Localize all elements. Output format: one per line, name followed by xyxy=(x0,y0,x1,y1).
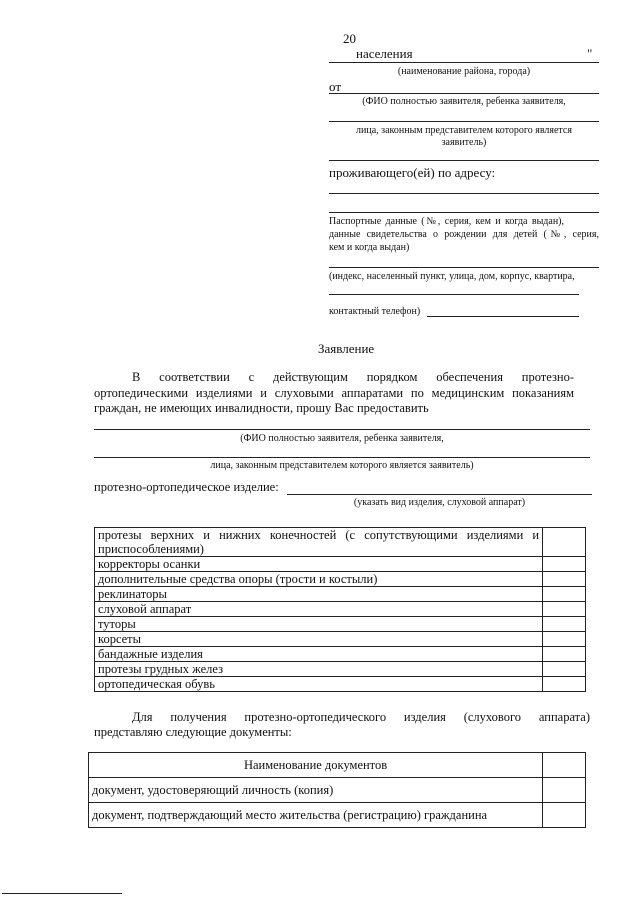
phone-line xyxy=(427,316,579,317)
fio-line xyxy=(329,121,599,122)
fio-caption-2: лица, законным представителем которого является xyxy=(356,125,572,136)
statement-para-2: ортопедическими изделиями и слуховыми аппаратами по медицинским показаниям xyxy=(94,386,574,400)
page-number: 20 xyxy=(343,31,356,46)
table-row xyxy=(95,587,586,602)
statement-para-3: граждан, не имеющих инвалидности, прошу Вас предоставить xyxy=(94,401,429,415)
fio-caption-1: (ФИО полностью заявителя, ребенка заявителя, xyxy=(362,96,566,107)
address-label: проживающего(ей) по адресу: xyxy=(329,165,496,180)
address-line-1 xyxy=(329,193,599,194)
document-label: документ, удостоверяющий личность (копия) xyxy=(89,778,543,803)
table-row xyxy=(95,677,586,692)
table-row xyxy=(95,572,586,587)
footnote-separator xyxy=(2,893,122,894)
items-table xyxy=(94,527,586,692)
fio-line-2 xyxy=(329,160,599,161)
passport-line-1: Паспортные данные (№, серия, кем и когда выдан), xyxy=(329,216,564,227)
index-line xyxy=(329,294,579,295)
statement-title: Заявление xyxy=(318,341,375,356)
item-label: корректоры осанки xyxy=(95,557,543,572)
item-checkbox[interactable] xyxy=(543,557,586,572)
item-checkbox[interactable] xyxy=(543,572,586,587)
quote-mark: " xyxy=(587,46,593,61)
table-row xyxy=(95,557,586,572)
item-label: корсеты xyxy=(95,632,543,647)
item-label: реклинаторы xyxy=(95,587,543,602)
passport-line-2: данные свидетельства о рождении для детей (№, серия, xyxy=(329,229,599,240)
item-label: ортопедическая обувь xyxy=(95,677,543,692)
passport-line-3: кем и когда выдан) xyxy=(329,242,410,253)
doc-checkbox[interactable] xyxy=(543,778,586,803)
from-line xyxy=(329,93,599,94)
item-checkbox[interactable] xyxy=(543,617,586,632)
table-row xyxy=(89,778,586,803)
population-line xyxy=(329,62,599,63)
fio-caption-3: заявитель) xyxy=(441,137,487,148)
passport-line xyxy=(329,267,599,268)
statement-fio-line xyxy=(94,429,590,430)
statement-fio-caption-2: лица, законным представителем которого является заявитель) xyxy=(210,460,474,471)
phone-label: контактный телефон) xyxy=(329,306,421,317)
item-checkbox[interactable] xyxy=(543,602,586,617)
table-row xyxy=(95,632,586,647)
doc-checkbox[interactable] xyxy=(543,803,586,828)
document-label: документ, подтверждающий место жительства (регистрацию) гражданина xyxy=(89,803,543,828)
item-label: слуховой аппарат xyxy=(95,602,543,617)
documents-intro-2: представляю следующие документы: xyxy=(94,725,292,739)
item-checkbox[interactable] xyxy=(543,677,586,692)
table-row xyxy=(89,803,586,828)
item-checkbox[interactable] xyxy=(543,647,586,662)
item-checkbox[interactable] xyxy=(543,528,586,557)
documents-header: Наименование документов xyxy=(89,753,543,778)
index-caption: (индекс, населенный пункт, улица, дом, корпус, квартира, xyxy=(329,271,575,282)
table-row xyxy=(89,753,586,778)
product-caption: (указать вид изделия, слуховой аппарат) xyxy=(353,497,526,508)
doc-checkbox[interactable] xyxy=(543,753,586,778)
table-row xyxy=(95,662,586,677)
from-label: от xyxy=(329,79,342,94)
item-checkbox[interactable] xyxy=(543,587,586,602)
item-label: бандажные изделия xyxy=(95,647,543,662)
address-line-2 xyxy=(329,212,599,213)
population-caption: (наименование района, города) xyxy=(397,66,531,77)
item-checkbox[interactable] xyxy=(543,662,586,677)
statement-fio-caption-1: (ФИО полностью заявителя, ребенка заявителя, xyxy=(240,433,444,444)
product-line xyxy=(287,494,592,495)
item-label: протезы грудных желез xyxy=(95,662,543,677)
population-label: населения xyxy=(356,46,413,61)
documents-intro-1: Для получения протезно-ортопедического изделия (слухового аппарата) xyxy=(132,710,590,724)
table-row xyxy=(95,617,586,632)
product-label: протезно-ортопедическое изделие: xyxy=(94,480,279,494)
item-checkbox[interactable] xyxy=(543,632,586,647)
documents-table xyxy=(88,752,586,828)
item-prosthesis: протезы верхних и нижних конечностей (с сопутствующими изделиями и приспособлениями) xyxy=(95,528,543,557)
table-row xyxy=(95,528,586,557)
table-row xyxy=(95,602,586,617)
statement-para-1: В соответствии с действующим порядком обеспечения протезно- xyxy=(132,370,574,384)
item-label: туторы xyxy=(95,617,543,632)
item-label: дополнительные средства опоры (трости и костыли) xyxy=(95,572,543,587)
statement-fio-line-2 xyxy=(94,457,590,458)
table-row xyxy=(95,647,586,662)
